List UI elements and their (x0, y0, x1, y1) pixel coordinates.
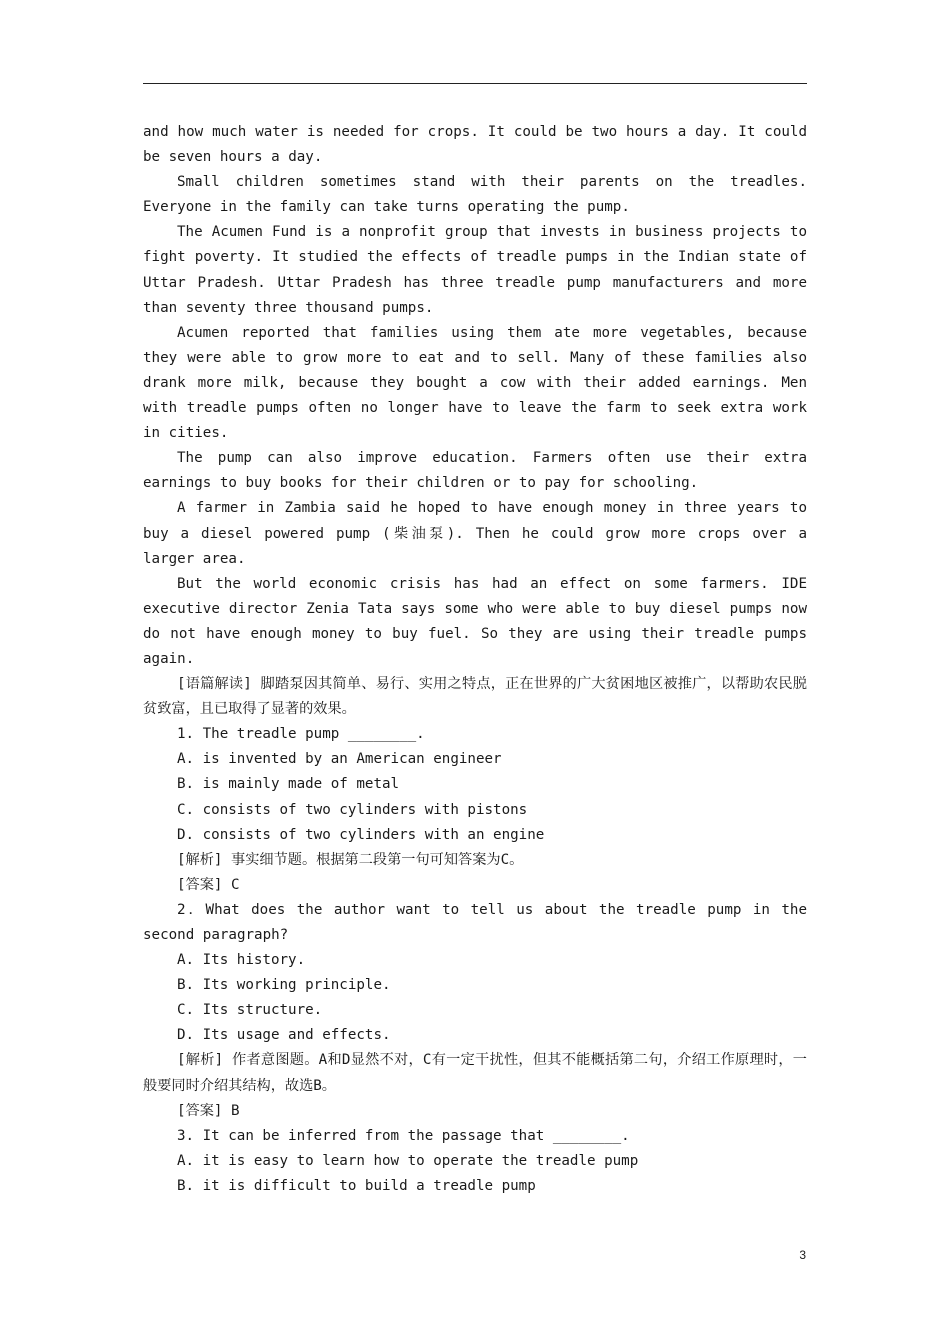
question-2-analysis: [解析] 作者意图题。A和D显然不对，C有一定干扰性，但其不能概括第二句，介绍工作原理时，一般要同时介绍其结构，故选B。 (143, 1052, 807, 1094)
question-2-option-d: D. Its usage and effects. (177, 1027, 391, 1044)
question-2-answer: [答案] B (177, 1102, 240, 1119)
reading-note: [语篇解读] 脚踏泵因其简单、易行、实用之特点，正在世界的广大贫困地区被推广，以帮助农民脱贫致富，且已取得了显著的效果。 (143, 676, 807, 718)
header-rule (143, 83, 807, 84)
question-1-option-d: D. consists of two cylinders with an engine (177, 826, 545, 843)
passage-paragraph-5: The pump can also improve education. Farmers often use their extra earnings to buy books for their children or to pay for schooling. (143, 450, 807, 492)
passage-paragraph-1: and how much water is needed for crops. It could be two hours a day. It could be seven hours a day. (143, 124, 807, 166)
question-2-option-a: A. Its history. (177, 952, 306, 969)
passage-paragraph-7: But the world economic crisis has had an effect on some farmers. IDE executive director Zenia Tata says some who were able to buy diesel pumps now do not have enough money to buy fuel. So they are using their treadle pumps again. (143, 575, 807, 667)
question-2-option-b: B. Its working principle. (177, 977, 391, 994)
passage-paragraph-4: Acumen reported that families using them ate more vegetables, because they were able to grow more to eat and to sell. Many of these families also drank more milk, because they bought a cow with their added earnings. Men with treadle pumps often no longer have to leave the farm to seek extra work in cities. (143, 324, 807, 442)
passage-paragraph-6: A farmer in Zambia said he hoped to have enough money in three years to buy a diesel powered pump (柴油泵). Then he could grow more crops over a larger area. (143, 500, 807, 567)
question-2-stem: 2．What does the author want to tell us about the treadle pump in the second paragraph? (143, 901, 807, 943)
question-1-stem: 1. The treadle pump ________. (177, 726, 425, 743)
question-1-option-b: B. is mainly made of metal (177, 776, 400, 793)
question-1-option-a: A. is invented by an American engineer (177, 751, 502, 768)
page-content (143, 120, 807, 1199)
page-number: 3 (799, 1248, 806, 1262)
question-1-option-c: C. consists of two cylinders with pistons (177, 801, 528, 818)
question-2-option-c: C. Its structure. (177, 1002, 323, 1019)
question-1-answer: [答案] C (177, 876, 240, 893)
question-3-option-a: A. it is easy to learn how to operate the treadle pump (177, 1152, 639, 1169)
question-3-option-b: B. it is difficult to build a treadle pump (177, 1177, 536, 1194)
passage-paragraph-3: The Acumen Fund is a nonprofit group that invests in business projects to fight poverty. It studied the effects of treadle pumps in the Indian state of Uttar Pradesh. Uttar Pradesh has three treadle pump manufacturers and more than seventy three thousand pumps. (143, 224, 807, 316)
question-1-analysis: [解析] 事实细节题。根据第二段第一句可知答案为C。 (177, 851, 524, 868)
question-3-stem: 3. It can be inferred from the passage that ________. (177, 1127, 630, 1144)
passage-paragraph-2: Small children sometimes stand with their parents on the treadles. Everyone in the family can take turns operating the pump. (143, 174, 807, 216)
